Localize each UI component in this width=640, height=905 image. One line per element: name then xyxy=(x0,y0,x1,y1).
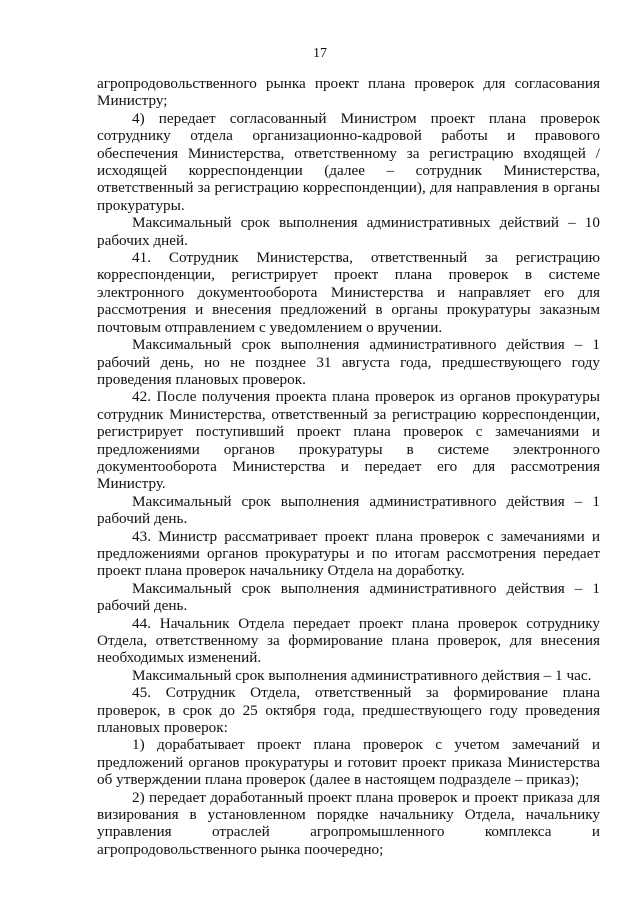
paragraph-45-item-1: 1) дорабатывает проект плана проверок с учетом замечаний и предложений органов прокуратуры и готовит проект приказа Министерства об утверждении плана проверок (далее в настоящем подразделе – приказ); xyxy=(97,736,600,789)
document-body xyxy=(97,75,600,858)
paragraph-45: 45. Сотрудник Отдела, ответственный за формирование плана проверок, в срок до 25 октября года, предшествующего году проведения плановых проверок: xyxy=(97,684,600,737)
paragraph-item-4-sending: 4) передает согласованный Министром проект плана проверок сотруднику отдела организационно-кадровой работы и правового обеспечения Министерства, ответственному за регистрацию входящей / исходящей корреспонденции (далее – сотрудник Министерства, ответственный за регистрацию корреспонденции), для направления в органы прокуратуры. xyxy=(97,109,600,214)
paragraph-deadline-44: Максимальный срок выполнения административного действия – 1 час. xyxy=(132,666,592,684)
paragraph-45-item-2: 2) передает доработанный проект плана проверок и проект приказа для визирования в установленном порядке начальнику Отдела, начальнику управления отраслей агропромышленного комплекса и агропродовольственного рынка поочередно; xyxy=(97,788,600,858)
paragraph-43: 43. Министр рассматривает проект плана проверок с замечаниями и предложениями органов прокуратуры и по итогам рассмотрения передает проект плана проверок начальнику Отдела на доработку. xyxy=(97,527,600,580)
paragraph-44: 44. Начальник Отдела передает проект плана проверок сотруднику Отдела, ответственному за формирование плана проверок, для внесения необходимых изменений. xyxy=(97,614,600,667)
paragraph-deadline-43: Максимальный срок выполнения административного действия – 1 рабочий день. xyxy=(97,579,600,615)
paragraph-deadline-10-days: Максимальный срок выполнения административных действий – 10 рабочих дней. xyxy=(97,214,600,249)
paragraph-42: 42. После получения проекта плана проверок из органов прокуратуры сотрудник Министерства, ответственный за регистрацию корреспонденции, регистрирует поступивший проект плана проверок с замечаниями и предложениями органов прокуратуры в системе электронного документооборота Министерства и передает его для рассмотрения Министру. xyxy=(97,388,600,493)
page-number: 17 xyxy=(313,46,327,61)
paragraph-deadline-42: Максимальный срок выполнения административного действия – 1 рабочий день. xyxy=(97,492,600,528)
paragraph-41: 41. Сотрудник Министерства, ответственный за регистрацию корреспонденции, регистрирует проект плана проверок в системе электронного документооборота Министерства и направляет его для рассмотрения и внесения предложений в органы прокуратуры заказным почтовым отправлением с уведомлением о вручении. xyxy=(97,249,600,336)
paragraph-deadline-41: Максимальный срок выполнения административного действия – 1 рабочий день, но не позднее 31 августа года, предшествующего году проведения плановых проверок. xyxy=(97,336,600,388)
paragraph-continuation: агропродовольственного рынка проект плана проверок для согласования Министру; xyxy=(97,75,600,110)
